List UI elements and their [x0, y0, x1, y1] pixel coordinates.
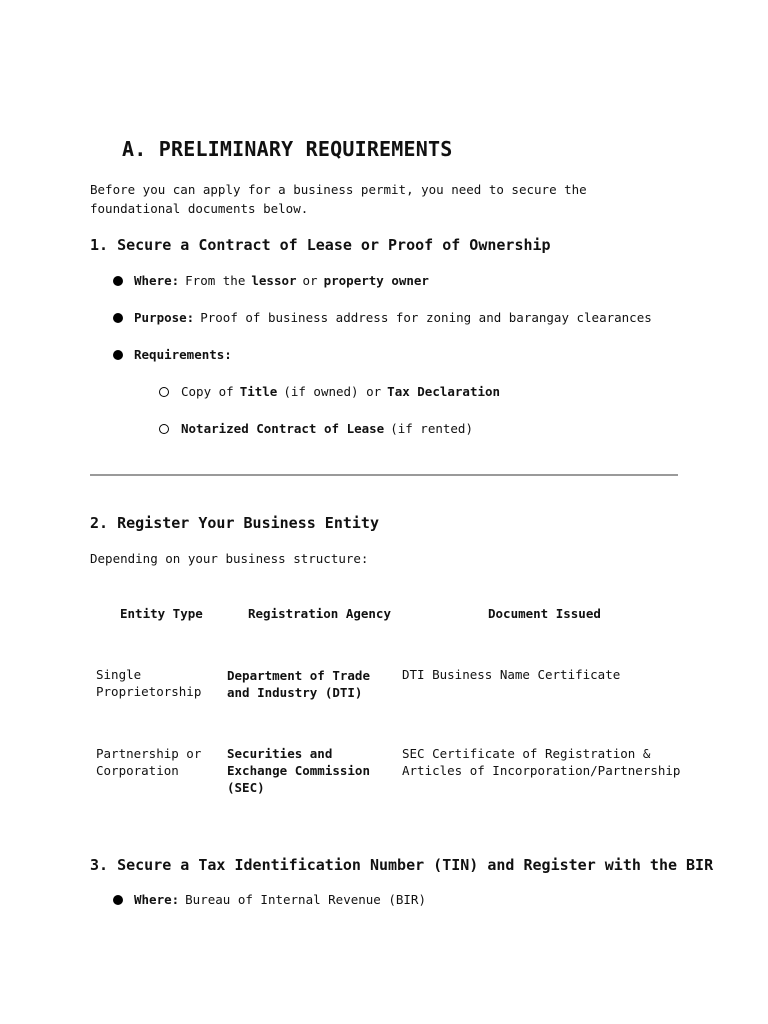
purpose-text: Proof of business address for zoning and barangay clearances — [200, 310, 652, 325]
bullet-dot-icon — [113, 276, 123, 286]
bullet-dot-icon — [113, 350, 123, 360]
where-property-owner: property owner — [323, 273, 429, 288]
sub1-tax-declaration: Tax Declaration — [387, 384, 501, 399]
table-cell-entity-type: Partnership or Corporation — [96, 746, 202, 778]
table-cell-registration-agency: Department of Trade and Industry (DTI) — [227, 668, 370, 700]
sub1-if-owned: (if owned) or — [283, 384, 382, 399]
bullet-dot-icon — [113, 895, 123, 905]
bullet-requirements — [113, 347, 232, 362]
table-cell-document-issued: DTI Business Name Certificate — [402, 667, 621, 682]
table-header-entity-type: Entity Type — [120, 606, 203, 621]
intro-paragraph: Before you can apply for a business permit, you need to secure the foundational documents below. — [90, 182, 587, 216]
where-label: Where: — [134, 273, 180, 288]
sub-bullet-lease — [159, 421, 473, 436]
sub1-title: Title — [239, 384, 278, 399]
where-bir-text: Bureau of Internal Revenue (BIR) — [185, 892, 426, 907]
bullet-where-bir — [113, 892, 426, 907]
section-2-paragraph: Depending on your business structure: — [90, 551, 369, 566]
table-header-registration-agency: Registration Agency — [248, 606, 391, 621]
page-title: A. PRELIMINARY REQUIREMENTS — [122, 137, 453, 161]
sub1-text: Copy of — [181, 384, 234, 399]
sub-bullet-circle-icon — [159, 424, 169, 434]
purpose-label: Purpose: — [134, 310, 195, 325]
section-3-heading: 3. Secure a Tax Identification Number (TIN) and Register with the BIR — [90, 856, 714, 874]
sub2-notarized-lease: Notarized Contract of Lease — [181, 421, 385, 436]
requirements-label: Requirements: — [134, 347, 232, 362]
sub-bullet-title — [159, 384, 500, 399]
table-cell-entity-type: Single Proprietorship — [96, 667, 202, 699]
table-cell-registration-agency: Securities and Exchange Commission (SEC) — [227, 746, 370, 795]
where-text: From the — [185, 273, 246, 288]
bullet-where — [113, 273, 429, 288]
section-1-heading: 1. Secure a Contract of Lease or Proof of Ownership — [90, 236, 551, 254]
bullet-purpose — [113, 310, 652, 325]
sub-bullet-circle-icon — [159, 387, 169, 397]
bullet-dot-icon — [113, 313, 123, 323]
where-label: Where: — [134, 892, 180, 907]
section-divider — [90, 474, 678, 476]
sub2-if-rented: (if rented) — [390, 421, 473, 436]
table-cell-document-issued: SEC Certificate of Registration & Articles of Incorporation/Partnership — [402, 746, 681, 778]
table-header-document-issued: Document Issued — [488, 606, 601, 621]
where-lessor: lessor — [251, 273, 297, 288]
where-or: or — [302, 273, 318, 288]
section-2-heading: 2. Register Your Business Entity — [90, 514, 379, 532]
